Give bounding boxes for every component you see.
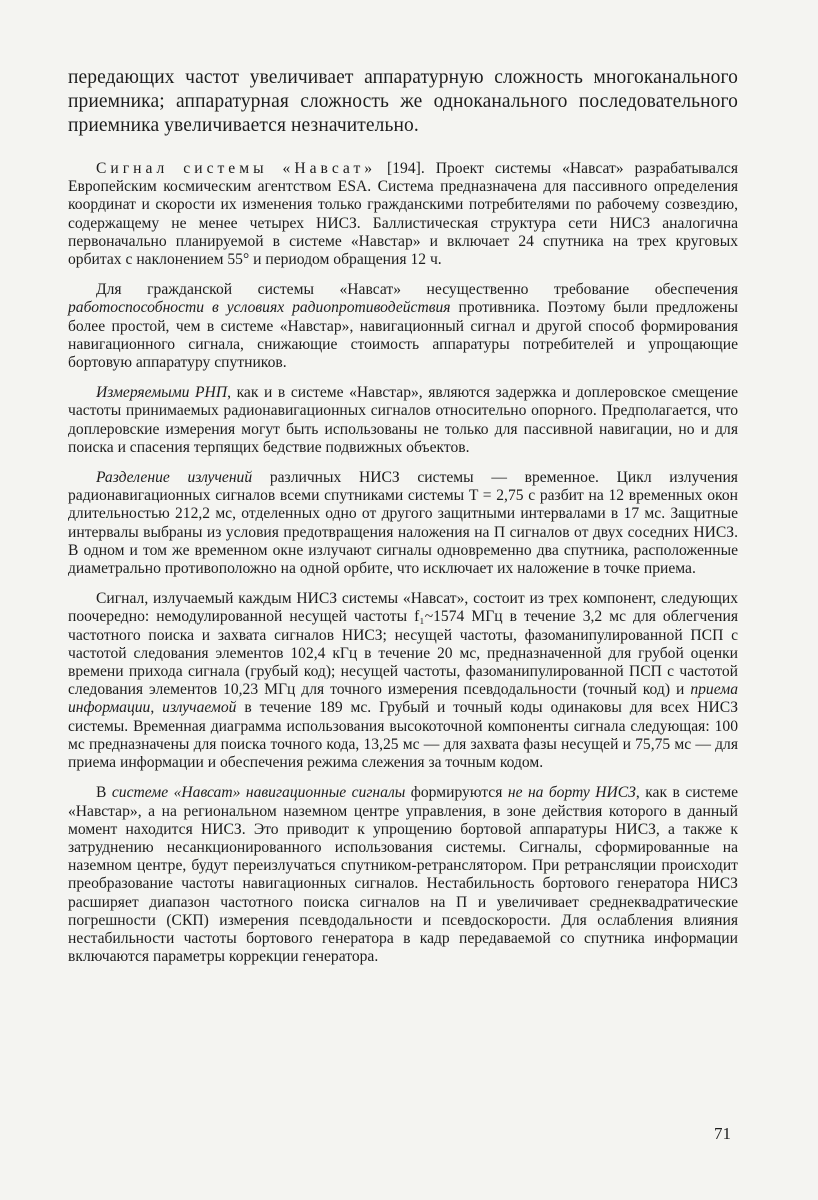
italic-phrase: приема информации: [68, 681, 738, 717]
section-lead-spaced: Сигнал системы «Навсат»: [96, 160, 377, 177]
page-number: 71: [714, 1124, 731, 1143]
paragraph-text: различных НИСЗ системы — временное. Цикл излучения радионавигационных сигналов всеми спутниками системы T = 2,75 с разбит на 12 временных окон длительностью 212,2 мс, отделенных одно от другого защитными интервалами в 17 мс. Защитные интервалы выбраны из условия предотвращения наложения на П сигналов от двух соседних НИСЗ. В одном и том же временном окне излучают сигналы одновременно два спутника, расположенные диаметрально противоположно на одной орбите, что исключает их наложение в точке приема.: [68, 469, 738, 578]
italic-phrase: работоспособности в условиях радиопротиводействия: [68, 299, 451, 317]
italic-phrase: не на борту НИСЗ: [507, 784, 636, 802]
italic-lead: Измеряемыми РНП: [96, 384, 228, 402]
paragraph-text: противника. Поэтому были предложены более простой, чем в системе «Навстар», навигационный сигнал и другой способ формирования навигационного сигнала, снижающие стоимость аппаратуры потребителей и упрощающие бортовую аппаратуру спутников.: [68, 299, 738, 372]
italic-lead: Разделение излучений: [96, 469, 253, 487]
paragraph-text: Сигнал, излучаемый каждым НИСЗ системы «Навсат», состоит из трех компонент, следующих поочередно: немодулированной несущей частоты f₁~1574 МГц в течение 3,2 мс для облегчения частотного поиска и захвата сигналов НИСЗ; несущей частоты, фазоманипулированной ПСП с частотой следования элементов 102,4 кГц в течение 20 мс, предназначенной для грубой оценки времени прихода сигнала (грубый код); несущей частоты, фазоманипулированной ПСП с частотой следования элементов 10,23 МГц для точного измерения псевдодальности (точный код) и: [68, 590, 738, 699]
paragraph-navsat-signal: [68, 160, 738, 269]
italic-phrase: системе «Навсат» навигационные сигналы: [111, 784, 406, 802]
paragraph-measured-params: [68, 384, 738, 457]
intro-paragraph: передающих частот увеличивает аппаратурную сложность многоканального приемника; аппаратурная сложность же одноканального последовательного приемника увеличивается незначительно.: [68, 67, 738, 136]
paragraph-civil-requirement: [68, 281, 738, 372]
paragraph-text: , как в системе «Навстар», а на региональном наземном центре управления, в зоне действия которого в данный момент находится НИСЗ. Это приводит к упрощению бортовой аппаратуры НИСЗ, а также к затруднению несанкционированного использования системы. Сигналы, сформированные на наземном центре, будут переизлучаться спутником-ретранслятором. При ретрансляции происходит преобразование частоты навигационных сигналов. Нестабильность бортового генератора НИСЗ расширяет диапазон частотного поиска сигналов на П и увеличивает среднеквадратические погрешности (СКП) измерения псевдодальности и псевдоскорости. Для ослабления влияния нестабильности частоты бортового генератора в кадр передаваемой со спутника информации включаются параметры коррекции генератора.: [68, 784, 738, 966]
page-body: [68, 66, 738, 978]
paragraph-text: Для гражданской системы «Навсат» несущественно требование обеспечения: [96, 281, 738, 299]
paragraph-text: В: [96, 784, 112, 802]
paragraph-emission-separation: [68, 469, 738, 578]
paragraph-text: [194]. Проект системы «Навсат» разрабатывался Европейским космическим агентством ESA. Система предназначена для пассивного определения координат и скорости их изменения только гражданскими потребителями по рабочему созвездию, содержащему не менее четырех НИСЗ. Баллистическая структура сети НИСЗ аналогична первоначально планируемой в системе «Навстар» и включает 24 спутника на трех круговых орбитах с наклонением 55° и периодом обращения 12 ч.: [68, 160, 738, 269]
paragraph-text: ,: [150, 699, 163, 717]
paragraph-text: , как и в системе «Навстар», являются задержка и доплеровское смещение частоты принимаемых радионавигационных сигналов относительно опорного. Предполагается, что доплеровские измерения могут быть использованы не только для пассивной навигации, но и для поиска и спасения терпящих бедствие подвижных объектов.: [68, 384, 738, 456]
paragraph-signal-components: [68, 590, 738, 772]
paragraph-text: в течение 189 мс. Грубый и точный коды одинаковы для всех НИСЗ системы. Временная диаграмма использования высокоточной компоненты сигнала следующая: 100 мс предназначены для поиска точного кода, 13,25 мс — для захвата фазы несущей и 75,75 мс — для приема информации и обеспечения режима слежения за точным кодом.: [68, 699, 739, 772]
paragraph-text: формируются: [405, 784, 508, 802]
paragraph-ground-center: [68, 784, 738, 966]
italic-phrase: излучаемой: [162, 699, 237, 717]
